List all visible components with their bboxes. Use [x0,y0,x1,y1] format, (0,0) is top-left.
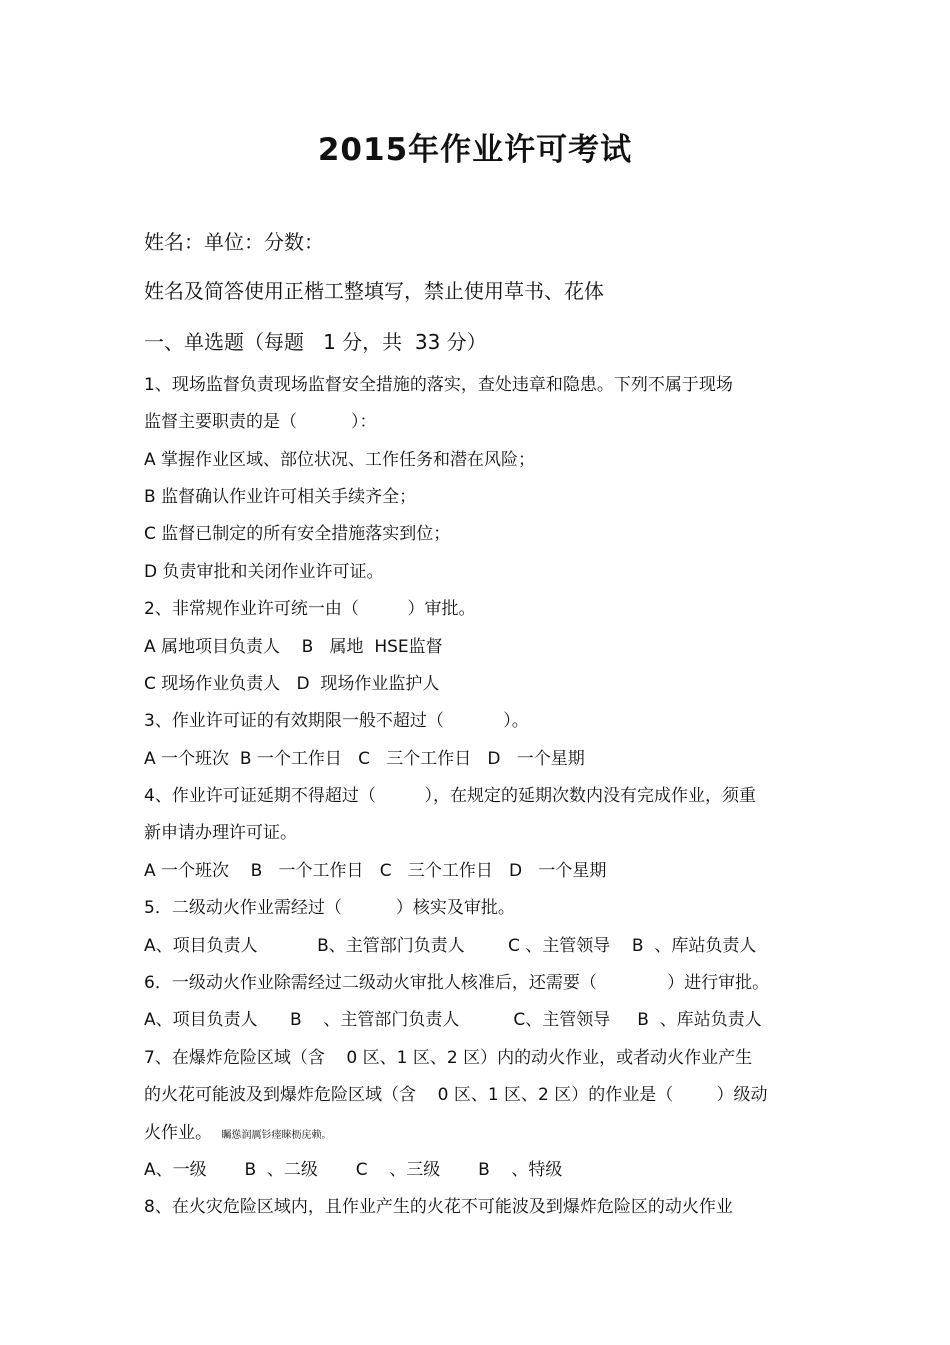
instruction-text: 姓名及简答使用正楷工整填写，禁止使用草书、花体 [144,279,604,303]
section-heading: 一、单选题（每题 1 分，共 33 分） [144,330,487,354]
question-line: 监督主要职责的是（ ）： [144,412,377,432]
question-line: 7、在爆炸危险区域（含 0 区、1 区、2 区）内的动火作业，或者动火作业产生 [144,1048,753,1068]
option-line: D 负责审批和关闭作业许可证。 [144,562,384,582]
option-line: A 掌握作业区域、部位状况、工作任务和潜在风险； [144,450,536,470]
option-line: A、项目负责人 B 、主管部门负责人 C、主管领导 B 、库站负责人 [144,1010,762,1030]
question-line: 3、作业许可证的有效期限一般不超过（ ）。 [144,711,529,731]
question-line: 5．二级动火作业需经过（ ）核实及审批。 [144,898,515,918]
question-line: 1、现场监督负责现场监督安全措施的落实，查处违章和隐患。下列不属于现场 [144,375,733,395]
garbled-note: 矚慫润厲钐瘗睞枥庑赖。 [212,1130,332,1141]
option-line: C 监督已制定的所有安全措施落实到位； [144,524,451,544]
question-line: 2、非常规作业许可统一由（ ）审批。 [144,599,476,619]
question-line [144,1122,332,1147]
option-line: A 属地项目负责人 B 属地 HSE监督 [144,637,443,657]
question-line: 的火花可能波及到爆炸危险区域（含 0 区、1 区、2 区）的作业是（ ）级动 [144,1085,768,1105]
question-line: 新申请办理许可证。 [144,823,297,843]
option-line: A、一级 B 、二级 C 、三级 B 、特级 [144,1160,563,1180]
exam-title: 2015年作业许可考试 [317,132,633,168]
question-line: 6．一级动火作业除需经过二级动火审批人核准后，还需要（ ）进行审批。 [144,973,770,993]
question-line: 4、作业许可证延期不得超过（ ），在规定的延期次数内没有完成作业，须重 [144,786,756,806]
option-line: A 一个班次 B 一个工作日 C 三个工作日 D 一个星期 [144,749,585,769]
option-line: A 一个班次 B 一个工作日 C 三个工作日 D 一个星期 [144,861,607,881]
option-line: C 现场作业负责人 D 现场作业监护人 [144,674,440,694]
question-text: 火作业。 [144,1123,212,1143]
header-fields: 姓名：单位：分数： [144,230,324,254]
option-line: A、项目负责人 B、主管部门负责人 C 、主管领导 B 、库站负责人 [144,936,757,956]
option-line: B 监督确认作业许可相关手续齐全； [144,487,417,507]
question-line: 8、在火灾危险区域内，且作业产生的火花不可能波及到爆炸危险区的动火作业 [144,1197,733,1217]
